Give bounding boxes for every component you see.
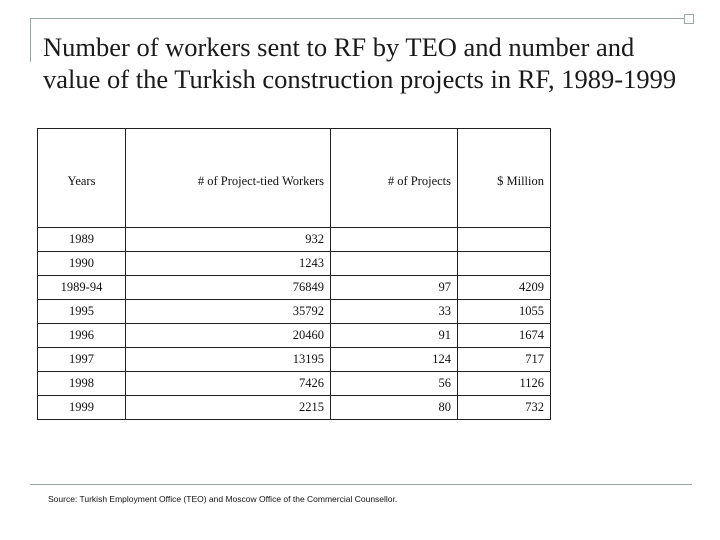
cell-million: 4209 [458,276,551,300]
corner-square-decoration [684,14,694,24]
header-years: Years [38,129,126,228]
cell-workers: 20460 [126,324,331,348]
header-projects: # of Projects [331,129,458,228]
cell-year: 1997 [38,348,126,372]
table-row [38,300,551,324]
table-row [38,372,551,396]
cell-million: 717 [458,348,551,372]
cell-year: 1989-94 [38,276,126,300]
bottom-rule [30,484,692,485]
cell-million: 1055 [458,300,551,324]
cell-year: 1996 [38,324,126,348]
cell-workers: 932 [126,228,331,252]
cell-year: 1995 [38,300,126,324]
cell-projects [331,252,458,276]
cell-workers: 76849 [126,276,331,300]
table-header-row [38,129,551,228]
slide-title: Number of workers sent to RF by TEO and number and value of the Turkish construction projects in RF, 1989-1999 [43,32,677,94]
cell-year: 1989 [38,228,126,252]
source-note: Source: Turkish Employment Office (TEO) and Moscow Office of the Commercial Counsellor. [48,494,398,504]
cell-year: 1998 [38,372,126,396]
cell-projects: 97 [331,276,458,300]
cell-million: 1126 [458,372,551,396]
left-rule [30,18,31,62]
cell-projects: 80 [331,396,458,420]
cell-projects: 124 [331,348,458,372]
cell-year: 1999 [38,396,126,420]
cell-workers: 2215 [126,396,331,420]
cell-projects [331,228,458,252]
cell-workers: 1243 [126,252,331,276]
table-row [38,276,551,300]
table-row [38,348,551,372]
top-rule [30,18,692,19]
cell-projects: 33 [331,300,458,324]
cell-workers: 7426 [126,372,331,396]
header-workers: # of Project-tied Workers [126,129,331,228]
data-table-container [37,128,551,420]
data-table [37,128,551,420]
table-row [38,396,551,420]
cell-workers: 35792 [126,300,331,324]
cell-million [458,228,551,252]
table-row [38,324,551,348]
table-row [38,252,551,276]
cell-projects: 56 [331,372,458,396]
cell-million: 1674 [458,324,551,348]
cell-workers: 13195 [126,348,331,372]
header-million: $ Million [458,129,551,228]
table-row [38,228,551,252]
cell-million [458,252,551,276]
cell-million: 732 [458,396,551,420]
cell-year: 1990 [38,252,126,276]
cell-projects: 91 [331,324,458,348]
